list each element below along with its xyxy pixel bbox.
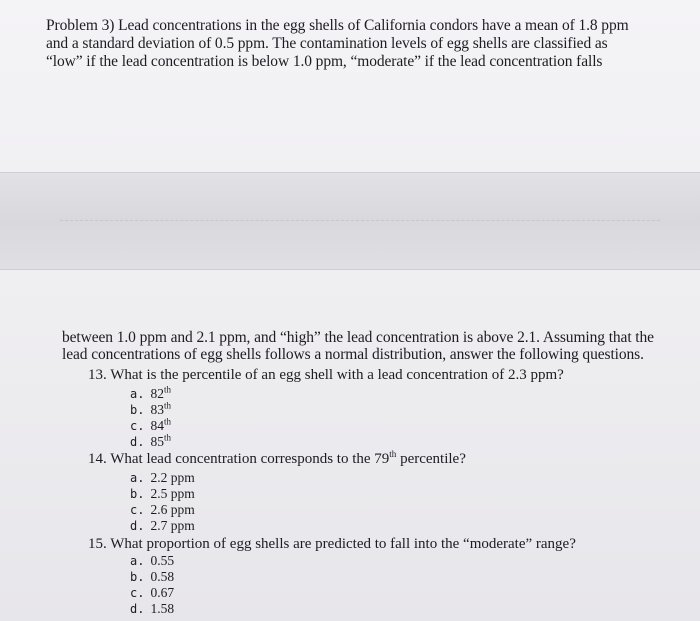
option-letter: b. xyxy=(130,487,145,501)
option-letter: b. xyxy=(130,403,145,417)
option-sup: th xyxy=(163,400,171,411)
option-sup: th xyxy=(163,384,171,395)
q15-option-b xyxy=(130,569,174,585)
question-15 xyxy=(88,536,576,553)
option-letter: c. xyxy=(130,419,145,433)
question-15-text: 15. What proportion of egg shells are predicted to fall into the “moderate” range? xyxy=(88,536,576,552)
option-letter: d. xyxy=(130,602,145,616)
page-gap-band xyxy=(0,172,700,270)
q14-option-a xyxy=(130,470,195,486)
option-value: 0.67 xyxy=(150,585,175,600)
option-sup: th xyxy=(163,432,171,443)
problem-continued-line-1: between 1.0 ppm and 2.1 ppm, and “high” the lead concentration is above 2.1. Assuming that the xyxy=(62,329,654,346)
option-value: 0.55 xyxy=(150,553,175,568)
option-value: 85 xyxy=(150,434,164,449)
q14-option-b xyxy=(130,486,195,502)
option-value: 84 xyxy=(150,418,164,433)
option-letter: a. xyxy=(130,387,145,401)
problem-intro-line-1: Problem 3) Lead concentrations in the egg shells of California condors have a mean of 1.8 ppm xyxy=(46,17,629,34)
q14-option-d xyxy=(130,518,195,534)
q14-option-c xyxy=(130,502,195,518)
question-14-sup: th xyxy=(389,449,397,459)
q15-option-c xyxy=(130,585,174,601)
option-letter: c. xyxy=(130,586,145,600)
option-letter: b. xyxy=(130,570,145,584)
question-14-text-after: percentile? xyxy=(396,451,466,467)
option-value: 1.58 xyxy=(150,601,175,616)
problem-intro-line-2: and a standard deviation of 0.5 ppm. The contamination levels of egg shells are classified as xyxy=(46,35,608,52)
question-13-text: 13. What is the percentile of an egg shell with a lead concentration of 2.3 ppm? xyxy=(88,367,564,383)
option-sup: th xyxy=(163,416,171,427)
option-value: 2.5 ppm xyxy=(150,486,195,501)
option-letter: d. xyxy=(130,519,145,533)
page-divider xyxy=(60,220,660,221)
option-value: 2.7 ppm xyxy=(150,518,195,533)
question-14-text-before: 14. What lead concentration corresponds to the 79 xyxy=(88,451,390,467)
question-14 xyxy=(88,451,466,468)
option-letter: c. xyxy=(130,503,145,517)
option-value: 2.6 ppm xyxy=(150,502,195,517)
option-value: 83 xyxy=(150,402,164,417)
option-value: 0.58 xyxy=(150,569,175,584)
q15-option-a xyxy=(130,553,174,569)
option-letter: a. xyxy=(130,471,145,485)
q13-option-d xyxy=(130,434,171,450)
option-letter: d. xyxy=(130,435,145,449)
question-13 xyxy=(88,367,564,384)
problem-continued-line-2: lead concentrations of egg shells follows a normal distribution, answer the following questions. xyxy=(62,346,644,363)
option-letter: a. xyxy=(130,554,145,568)
option-value: 82 xyxy=(150,386,164,401)
problem-intro-line-3: “low” if the lead concentration is below 1.0 ppm, “moderate” if the lead concentration falls xyxy=(46,53,603,70)
q15-option-d xyxy=(130,601,174,617)
option-value: 2.2 ppm xyxy=(150,470,195,485)
